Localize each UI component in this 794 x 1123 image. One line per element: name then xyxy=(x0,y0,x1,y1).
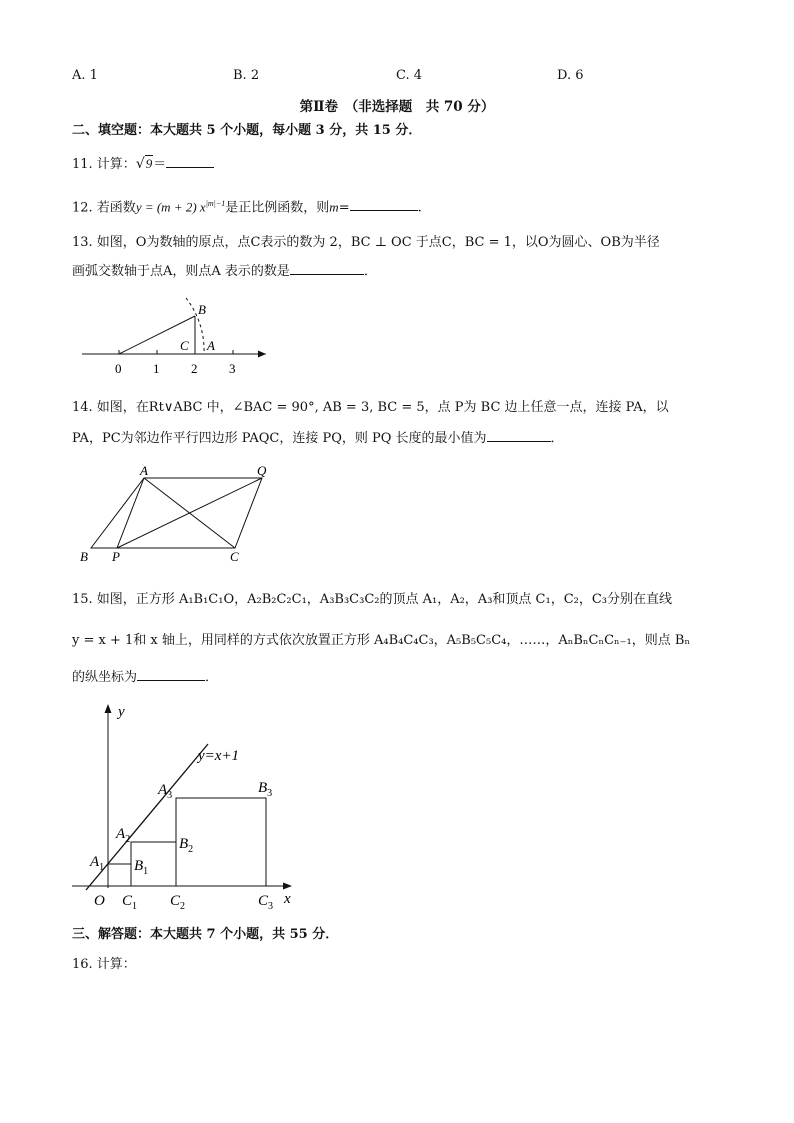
label-B1: $B_1$ xyxy=(134,858,149,877)
label-A: A xyxy=(207,338,215,353)
segment-PQ xyxy=(117,478,262,548)
question-16: 16. 计算： xyxy=(72,957,136,972)
label-A1: $A_1$ xyxy=(90,854,105,873)
q13-line2-text: 画弧交数轴于点A，则点A 表示的数是 xyxy=(72,264,290,279)
question-14-line2 xyxy=(72,429,734,448)
q12-expression: y = (m + 2) x xyxy=(135,199,206,215)
q14-line2-text: PA，PC为邻边作平行四边形 PAQC，连接 PQ，则 PQ 长度的最小值为 xyxy=(72,431,487,446)
section2-heading: 二、填空题：本大题共 5 个小题，每小题 3 分，共 15 分． xyxy=(72,123,422,138)
label-B2: $B_2$ xyxy=(179,836,194,855)
q15-answer-blank xyxy=(137,668,205,681)
y-axis-label: y xyxy=(118,704,125,720)
q13-line1: 13. 如图，O为数轴的原点，点C表示的数为 2，BC ⊥ OC 于点C，BC = 1，以O为圆心、OB为半径 xyxy=(72,235,660,250)
label-A: A xyxy=(140,463,148,478)
q14-answer-blank xyxy=(487,429,551,442)
q14-figure xyxy=(72,460,282,568)
question-11 xyxy=(72,155,734,174)
q14-line1: 14. 如图，在Rt∨ABC 中，∠BAC = 90°, AB = 3, BC = 5，点 P为 BC 边上任意一点，连接 PA，以 xyxy=(72,400,669,415)
line-label: y=x+1 xyxy=(198,748,240,764)
q13-end: ． xyxy=(363,264,377,279)
label-B3: $B_3$ xyxy=(258,780,273,799)
label-C1: $C_1$ xyxy=(122,893,138,912)
q15-figure xyxy=(68,700,308,915)
label-C: C xyxy=(180,338,189,353)
q12-var: m xyxy=(329,199,339,215)
q11-equals: ＝ xyxy=(153,157,167,172)
label-C3: $C_3$ xyxy=(258,893,274,912)
q11-answer-blank xyxy=(166,155,214,168)
q12-eq: = xyxy=(338,200,350,216)
label-C: C xyxy=(230,549,239,564)
q15-end: ． xyxy=(205,670,219,685)
q13-figure xyxy=(78,292,278,382)
label-C2: $C_2$ xyxy=(170,893,186,912)
tick-label-0: 0 xyxy=(115,361,122,376)
label-B: B xyxy=(80,549,88,564)
x-axis-arrow-icon xyxy=(283,883,292,890)
option-b: B. 2 xyxy=(233,68,260,83)
sqrt-symbol: √ xyxy=(135,156,145,172)
q11-number: 11. 计算： xyxy=(72,157,136,172)
label-B: B xyxy=(198,302,206,317)
question-13-line2 xyxy=(72,262,734,281)
q15-line1: 15. 如图，正方形 A₁B₁C₁O，A₂B₂C₂C₁，A₃B₃C₃C₂的顶点 A₁，A₂，A₃和顶点 C₁，C₂，C₃分别在直线 xyxy=(72,592,673,607)
tick-label-1: 1 xyxy=(153,361,160,376)
label-A3: $A_3$ xyxy=(158,782,173,801)
question-12 xyxy=(72,195,734,217)
q13-answer-blank xyxy=(290,262,364,275)
section3-heading: 三、解答题：本大题共 7 个小题，共 55 分． xyxy=(72,927,339,942)
q12-answer-blank xyxy=(350,198,418,211)
x-axis-label: x xyxy=(284,891,291,907)
number-line-arrow-icon xyxy=(258,351,266,358)
label-P: P xyxy=(112,549,120,564)
q12-end: . xyxy=(417,200,422,216)
q11-radicand: 9 xyxy=(145,156,153,171)
triangle-and-parallelogram xyxy=(91,478,262,548)
segment-AP xyxy=(117,478,144,548)
q15-line3-text: 的纵坐标为 xyxy=(72,670,138,685)
label-A2: $A_2$ xyxy=(116,826,131,845)
label-Q: Q xyxy=(257,463,267,478)
question-15-line3 xyxy=(72,668,734,687)
part2-title: 第Ⅱ卷 （非选择题 共 70 分） xyxy=(299,99,495,115)
q12-suffix: 是正比例函数，则 xyxy=(225,200,330,216)
option-a: A. 1 xyxy=(72,68,98,83)
origin-label: O xyxy=(94,893,105,909)
q12-exponent: |m|−1 xyxy=(205,199,226,208)
y-axis-arrow-icon xyxy=(105,704,112,713)
square-3 xyxy=(176,798,266,886)
square-1 xyxy=(108,864,131,886)
option-d: D. 6 xyxy=(557,68,584,83)
q12-prefix: 12. 若函数 xyxy=(72,200,136,216)
q15-line2: y = x + 1和 x 轴上，用同样的方式依次放置正方形 A₄B₄C₄C₃，A₅B₅C₅C₄，……，AₙBₙCₙCₙ₋₁，则点 Bₙ xyxy=(72,633,691,648)
tick-label-2: 2 xyxy=(191,361,198,376)
q14-end: ． xyxy=(550,431,564,446)
tick-label-3: 3 xyxy=(229,361,236,376)
option-c: C. 4 xyxy=(396,68,423,83)
